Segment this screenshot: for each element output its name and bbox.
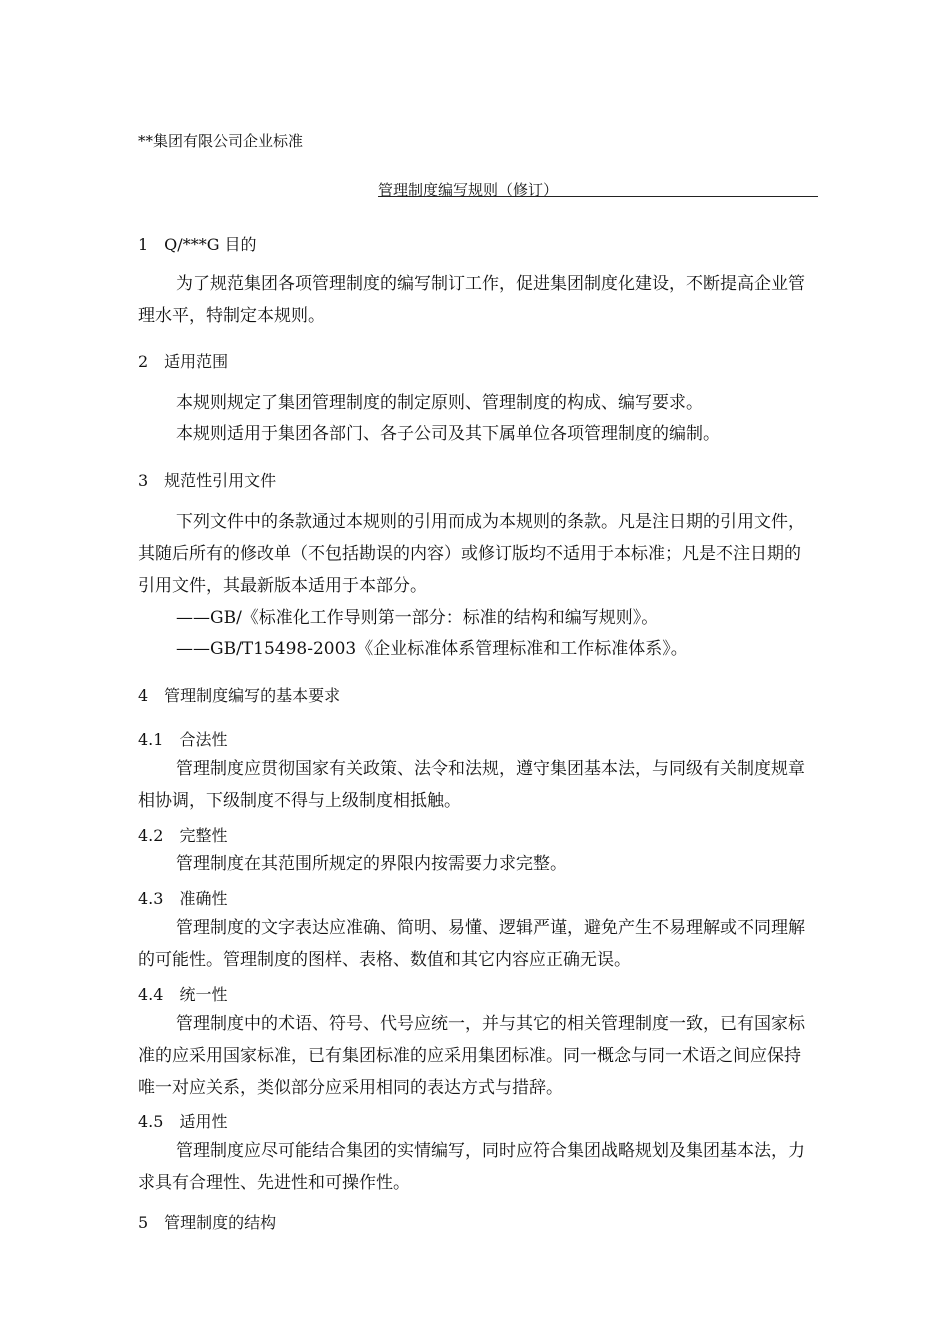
section-1-heading: 1 Q/***G 目的 [138,235,257,254]
section-4-2-heading: 4.2 完整性 [138,826,228,845]
section-4-1-paragraph: 管理制度应贯彻国家有关政策、法令和法规，遵守集团基本法，与同级有关制度规章相协调，下级制度不得与上级制度相抵触。 [138,759,805,811]
document-title: 管理制度编写规则（修订） [378,181,559,199]
section-1-paragraph: 为了规范集团各项管理制度的编写制订工作，促进集团制度化建设，不断提高企业管理水平，特制定本规则。 [138,274,805,326]
title-underline [378,196,818,197]
section-4-3-heading: 4.3 准确性 [138,889,228,908]
section-3-heading: 3 规范性引用文件 [138,471,277,490]
section-5-heading: 5 管理制度的结构 [138,1213,277,1232]
section-4-1-heading: 4.1 合法性 [138,730,228,749]
section-2-paragraph-1: 本规则规定了集团管理制度的制定原则、管理制度的构成、编写要求。 [176,393,703,413]
section-4-5-heading: 4.5 适用性 [138,1112,228,1131]
section-2-paragraph-2: 本规则适用于集团各部门、各子公司及其下属单位各项管理制度的编制。 [176,424,720,444]
section-4-4-heading: 4.4 统一性 [138,985,228,1004]
section-4-2-paragraph: 管理制度在其范围所规定的界限内按需要力求完整。 [176,854,567,874]
section-4-3-paragraph: 管理制度的文字表达应准确、简明、易懂、逻辑严谨，避免产生不易理解或不同理解的可能性。管理制度的图样、表格、数值和其它内容应正确无误。 [138,918,805,970]
section-2-heading: 2 适用范围 [138,352,229,371]
section-4-5-paragraph: 管理制度应尽可能结合集团的实情编写，同时应符合集团战略规划及集团基本法，力求具有合理性、先进性和可操作性。 [138,1141,805,1193]
section-4-heading: 4 管理制度编写的基本要求 [138,686,341,705]
section-3-paragraph: 下列文件中的条款通过本规则的引用而成为本规则的条款。凡是注日期的引用文件，其随后所有的修改单（不包括勘误的内容）或修订版均不适用于本标准；凡是不注日期的引用文件，其最新版本适用于本部分。 [138,512,805,596]
company-standard-label: **集团有限公司企业标准 [138,132,304,150]
reference-2: ——GB/T15498-2003《企业标准体系管理标准和工作标准体系》。 [176,639,688,659]
reference-1: ——GB/《标准化工作导则第一部分：标准的结构和编写规则》。 [176,608,659,628]
section-4-4-paragraph: 管理制度中的术语、符号、代号应统一，并与其它的相关管理制度一致，已有国家标准的应采用国家标准，已有集团标准的应采用集团标准。同一概念与同一术语之间应保持唯一对应关系，类似部分应采用相同的表达方式与措辞。 [138,1014,805,1098]
